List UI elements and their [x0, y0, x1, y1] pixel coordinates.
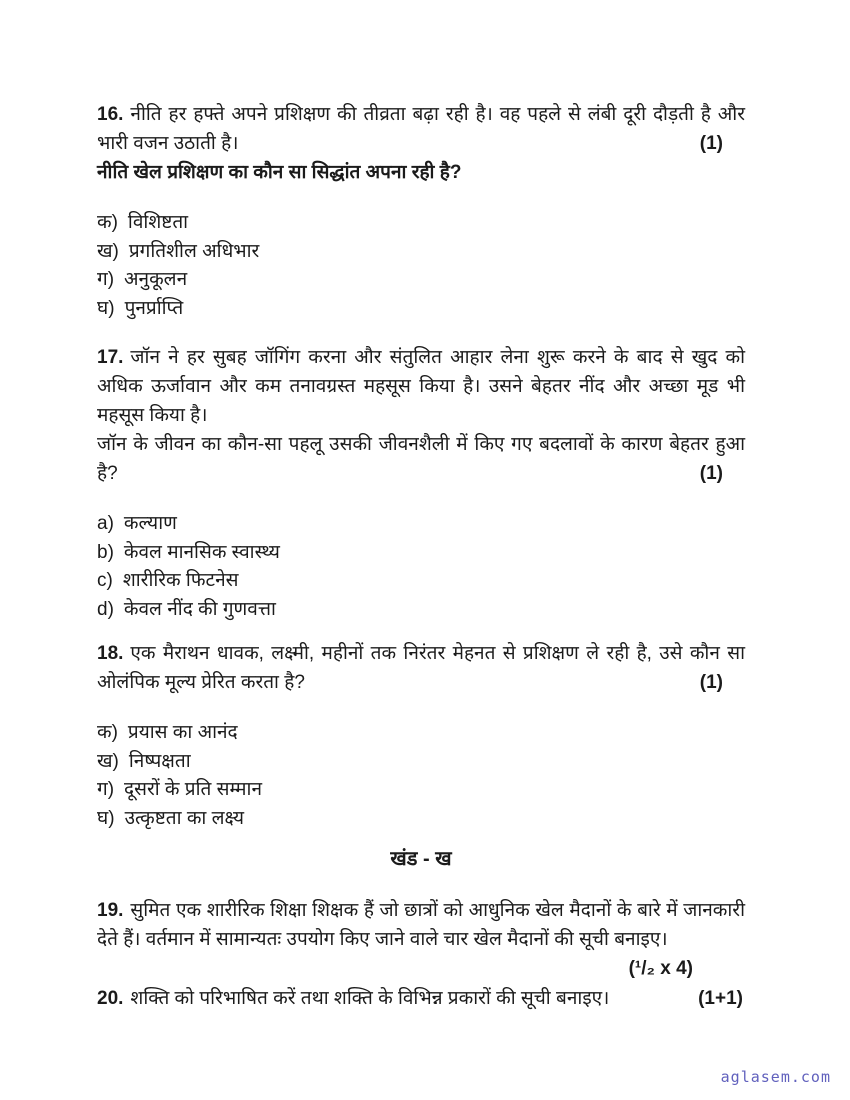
- question-16-subquestion: नीति खेल प्रशिक्षण का कौन सा सिद्धांत अपना रही है?: [97, 162, 462, 183]
- question-16-option-c: [97, 266, 745, 295]
- question-18: [97, 639, 745, 833]
- question-16-option-a: [97, 209, 745, 238]
- question-18-option-b: [97, 748, 745, 777]
- question-18-option-d: [97, 805, 745, 834]
- option-text: अनुकूलन: [124, 269, 188, 290]
- aglasem-watermark: aglasem.com: [720, 1068, 831, 1086]
- question-17-number: 17.: [97, 347, 124, 368]
- question-20-body: शक्ति को परिभाषित करें तथा शक्ति के विभिन्न प्रकारों की सूची बनाइए।: [130, 988, 610, 1009]
- question-18-number: 18.: [97, 643, 124, 664]
- question-17-option-d: [97, 596, 745, 625]
- question-16-option-d: [97, 295, 745, 324]
- option-label: ख): [97, 750, 119, 772]
- question-16-option-b: [97, 238, 745, 267]
- question-20: [97, 984, 745, 1013]
- question-19: [97, 896, 745, 984]
- question-17-subquestion-line: [97, 430, 745, 488]
- question-19-body: सुमित एक शारीरिक शिक्षा शिक्षक हैं जो छात्रों को आधुनिक खेल मैदानों के बारे में जानकारी देते हैं। वर्तमान में सामान्यतः उपयोग किए जाने वाले चार खेल मैदानों की सूची बनाइए।: [97, 900, 745, 950]
- exam-paper-content: [97, 100, 745, 1013]
- option-label: घ): [97, 297, 115, 319]
- option-label: ख): [97, 240, 119, 262]
- question-17: [97, 343, 745, 624]
- option-text: प्रगतिशील अधिभार: [128, 240, 260, 262]
- option-text: दूसरों के प्रति सम्मान: [124, 779, 263, 800]
- question-20-number: 20.: [97, 988, 124, 1009]
- question-18-marks: (1): [699, 672, 723, 693]
- option-label: b): [97, 541, 114, 563]
- question-18-text: [97, 639, 745, 697]
- question-18-options: [97, 719, 745, 833]
- question-17-options: [97, 510, 745, 624]
- option-label: d): [97, 598, 114, 620]
- question-16-text: [97, 100, 745, 158]
- question-18-option-a: [97, 719, 745, 748]
- option-text: उत्कृष्टता का लक्ष्य: [124, 807, 244, 829]
- option-text: शारीरिक फिटनेस: [122, 570, 239, 591]
- question-19-marks: (¹/₂ x 4): [628, 958, 693, 979]
- question-18-option-c: [97, 776, 745, 805]
- question-17-subquestion: जॉन के जीवन का कौन-सा पहलू उसकी जीवनशैली में किए गए बदलावों के कारण बेहतर हुआ है?: [97, 434, 745, 484]
- option-text: विशिष्टता: [127, 212, 189, 233]
- question-16: [97, 100, 745, 323]
- question-16-number: 16.: [97, 104, 124, 125]
- question-17-option-a: [97, 510, 745, 539]
- option-text: केवल नींद की गुणवत्ता: [123, 598, 276, 620]
- option-label: ग): [97, 779, 115, 800]
- option-label: क): [97, 212, 118, 233]
- question-16-options: [97, 209, 745, 323]
- question-16-marks: (1): [699, 133, 723, 154]
- option-label: c): [97, 570, 113, 591]
- section-b-header: खंड - ख: [390, 848, 452, 870]
- option-text: प्रयास का आनंद: [127, 722, 238, 743]
- question-17-marks: (1): [699, 463, 723, 484]
- option-text: पुनर्प्राप्ति: [124, 297, 184, 319]
- question-17-body: जॉन ने हर सुबह जॉगिंग करना और संतुलित आहार लेना शुरू करने के बाद से खुद को अधिक ऊर्जावान और कम तनावग्रस्त महसूस किया है। उसने बेहतर नींद और अच्छा मूड भी महसूस किया है।: [97, 347, 745, 426]
- option-label: घ): [97, 807, 115, 829]
- question-19-number: 19.: [97, 900, 124, 921]
- option-label: a): [97, 513, 114, 534]
- question-17-option-b: [97, 539, 745, 568]
- question-17-option-c: [97, 567, 745, 596]
- option-text: निष्पक्षता: [128, 750, 191, 772]
- question-19-text: [97, 896, 745, 954]
- option-label: ग): [97, 269, 115, 290]
- option-text: केवल मानसिक स्वास्थ्य: [123, 541, 280, 563]
- question-16-body: नीति हर हफ्ते अपने प्रशिक्षण की तीव्रता बढ़ा रही है। वह पहले से लंबी दूरी दौड़ती है और भारी वजन उठाती है।: [97, 104, 745, 154]
- option-text: कल्याण: [123, 513, 177, 534]
- question-20-marks: (1+1): [698, 988, 743, 1009]
- question-18-body: एक मैराथन धावक, लक्ष्मी, महीनों तक निरंतर मेहनत से प्रशिक्षण ले रही है, उसे कौन सा ओलंपिक मूल्य प्रेरित करता है?: [97, 643, 745, 693]
- option-label: क): [97, 722, 118, 743]
- question-20-text: [97, 984, 745, 1013]
- question-17-text: [97, 343, 745, 430]
